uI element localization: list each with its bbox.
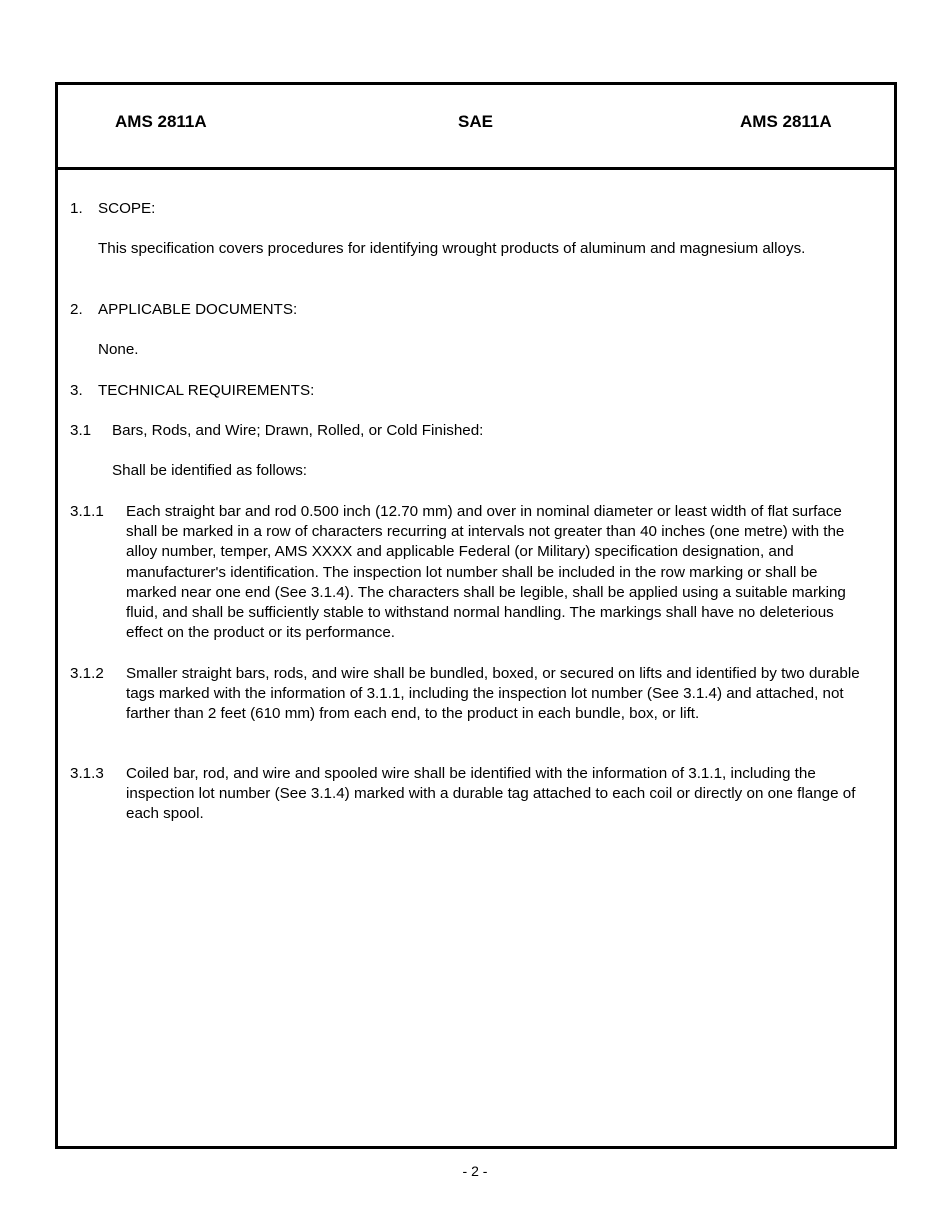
page-header [58, 85, 894, 170]
section-number: 3.1 [70, 422, 92, 439]
section-number: 3.1.1 [70, 503, 104, 520]
header-doc-number-left: AMS 2811A [115, 112, 207, 131]
section-paragraph: Smaller straight bars, rods, and wire shall be bundled, boxed, or secured on lifts and identified by two durable tags marked with the information of 3.1.1, including the inspection lot number (See 3.1.4) and attached, not farther than 2 feet (610 mm) from each end, to the product in each bundle, box, or lift. [126, 665, 860, 723]
header-org: SAE [458, 112, 493, 131]
section-paragraph: None. [98, 341, 139, 358]
page-number: - 2 - [462, 1163, 488, 1179]
section-paragraph: This specification covers procedures for identifying wrought products of aluminum and magnesium alloys. [98, 240, 806, 257]
section-number: 2. [70, 301, 83, 318]
section-title: APPLICABLE DOCUMENTS: [98, 301, 298, 318]
page-frame [55, 82, 897, 1149]
section-title: TECHNICAL REQUIREMENTS: [98, 382, 315, 399]
section-number: 1. [70, 200, 83, 217]
section-paragraph: Coiled bar, rod, and wire and spooled wire shall be identified with the information of 3.1.1, including the inspection lot number (See 3.1.4) marked with a durable tag attached to each coil or directly on one flange of each spool. [126, 765, 856, 823]
section-number: 3.1.2 [70, 665, 104, 682]
section-title: Bars, Rods, and Wire; Drawn, Rolled, or Cold Finished: [112, 422, 484, 439]
section-number: 3. [70, 382, 83, 399]
section-paragraph: Each straight bar and rod 0.500 inch (12.70 mm) and over in nominal diameter or least width of flat surface shall be marked in a row of characters recurring at intervals not greater than 40 inches (one metre) with the alloy number, temper, AMS XXXX and applicable Federal (or Military) specification designation, and manufacturer's identification. The inspection lot number shall be included in the row marking or shall be marked near one end (See 3.1.4). The characters shall be legible, shall be applied using a suitable marking fluid, and shall be sufficiently stable to withstand normal handling. The markings shall have no deleterious effect on the product or its performance. [126, 503, 846, 642]
header-doc-number-right: AMS 2811A [740, 112, 832, 131]
section-number: 3.1.3 [70, 765, 104, 782]
section-title: SCOPE: [98, 200, 156, 217]
section-paragraph: Shall be identified as follows: [112, 462, 308, 479]
